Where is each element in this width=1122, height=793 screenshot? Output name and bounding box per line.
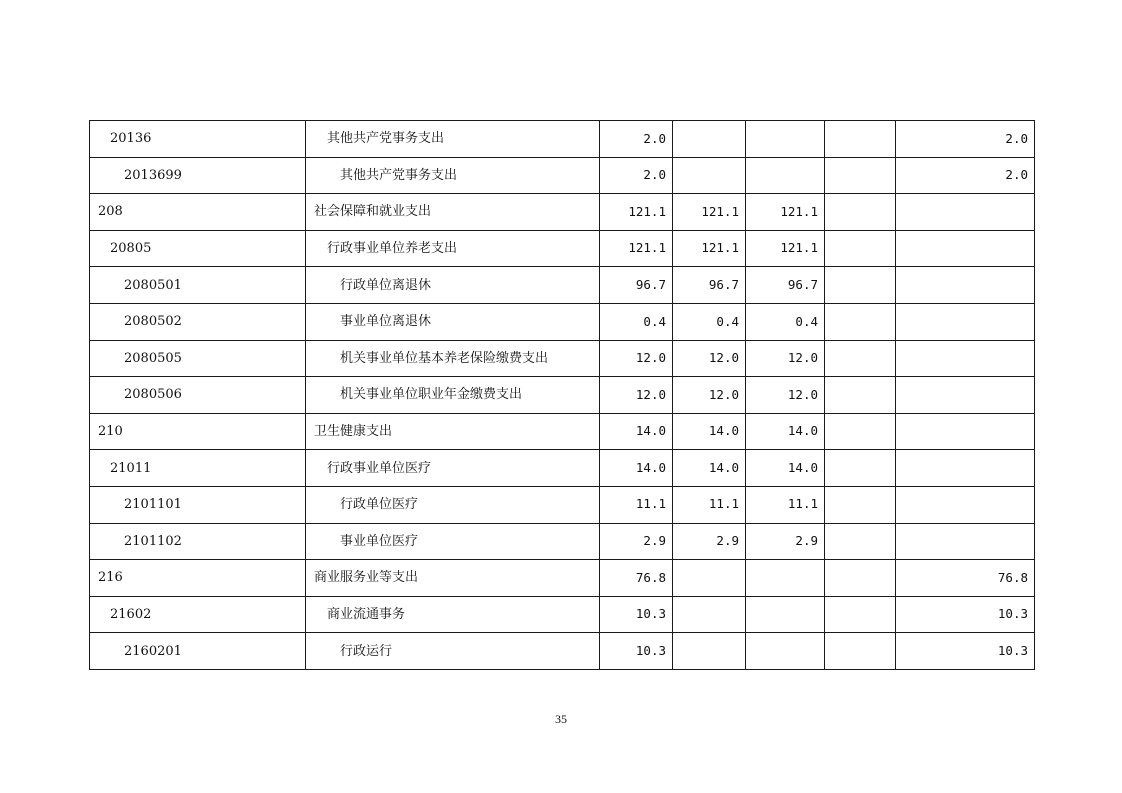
table-row [90, 633, 1035, 670]
amount-cell-4 [825, 523, 896, 560]
subject-name-cell: 卫生健康支出 [306, 413, 600, 450]
amount-cell-1: 14.0 [600, 450, 673, 487]
amount-cell-3: 12.0 [746, 377, 825, 414]
amount-cell-3 [746, 157, 825, 194]
amount-cell-2: 14.0 [673, 450, 746, 487]
subject-code-cell: 2101101 [90, 486, 306, 523]
amount-cell-3 [746, 596, 825, 633]
amount-cell-5: 10.3 [896, 596, 1035, 633]
subject-name-cell: 行政事业单位养老支出 [306, 230, 600, 267]
subject-code-cell: 216 [90, 560, 306, 597]
subject-name-cell: 行政单位医疗 [306, 486, 600, 523]
amount-cell-4 [825, 194, 896, 231]
subject-code-cell: 210 [90, 413, 306, 450]
subject-name-cell: 社会保障和就业支出 [306, 194, 600, 231]
amount-cell-4 [825, 486, 896, 523]
amount-cell-3: 96.7 [746, 267, 825, 304]
amount-cell-2: 14.0 [673, 413, 746, 450]
amount-cell-3: 121.1 [746, 194, 825, 231]
subject-name-cell: 其他共产党事务支出 [306, 157, 600, 194]
amount-cell-4 [825, 377, 896, 414]
amount-cell-5 [896, 486, 1035, 523]
amount-cell-4 [825, 596, 896, 633]
amount-cell-1: 12.0 [600, 340, 673, 377]
amount-cell-4 [825, 450, 896, 487]
amount-cell-3: 12.0 [746, 340, 825, 377]
amount-cell-4 [825, 413, 896, 450]
amount-cell-1: 11.1 [600, 486, 673, 523]
subject-code-cell: 2013699 [90, 157, 306, 194]
amount-cell-2: 0.4 [673, 303, 746, 340]
amount-cell-2: 121.1 [673, 194, 746, 231]
subject-code-cell: 20136 [90, 121, 306, 158]
subject-name-cell: 商业服务业等支出 [306, 560, 600, 597]
amount-cell-1: 0.4 [600, 303, 673, 340]
amount-cell-1: 2.0 [600, 157, 673, 194]
amount-cell-1: 96.7 [600, 267, 673, 304]
amount-cell-4 [825, 303, 896, 340]
table-row [90, 413, 1035, 450]
subject-name-cell: 机关事业单位基本养老保险缴费支出 [306, 340, 600, 377]
amount-cell-3: 14.0 [746, 413, 825, 450]
amount-cell-4 [825, 267, 896, 304]
amount-cell-2: 11.1 [673, 486, 746, 523]
amount-cell-5 [896, 267, 1035, 304]
amount-cell-2 [673, 560, 746, 597]
amount-cell-4 [825, 340, 896, 377]
page-number: 35 [555, 712, 567, 726]
amount-cell-5 [896, 523, 1035, 560]
table-row [90, 230, 1035, 267]
amount-cell-5 [896, 340, 1035, 377]
amount-cell-2 [673, 596, 746, 633]
amount-cell-5 [896, 230, 1035, 267]
subject-code-cell: 2080506 [90, 377, 306, 414]
subject-code-cell: 2101102 [90, 523, 306, 560]
amount-cell-1: 14.0 [600, 413, 673, 450]
amount-cell-3: 121.1 [746, 230, 825, 267]
amount-cell-1: 10.3 [600, 596, 673, 633]
subject-code-cell: 21602 [90, 596, 306, 633]
table-row [90, 194, 1035, 231]
subject-code-cell: 21011 [90, 450, 306, 487]
subject-name-cell: 商业流通事务 [306, 596, 600, 633]
amount-cell-4 [825, 230, 896, 267]
amount-cell-3: 11.1 [746, 486, 825, 523]
amount-cell-4 [825, 157, 896, 194]
subject-code-cell: 2080505 [90, 340, 306, 377]
amount-cell-4 [825, 633, 896, 670]
amount-cell-5 [896, 450, 1035, 487]
table-row [90, 523, 1035, 560]
amount-cell-2 [673, 121, 746, 158]
amount-cell-5 [896, 194, 1035, 231]
amount-cell-1: 12.0 [600, 377, 673, 414]
amount-cell-4 [825, 560, 896, 597]
amount-cell-1: 121.1 [600, 194, 673, 231]
amount-cell-5 [896, 377, 1035, 414]
table-row [90, 377, 1035, 414]
subject-name-cell: 机关事业单位职业年金缴费支出 [306, 377, 600, 414]
amount-cell-1: 76.8 [600, 560, 673, 597]
amount-cell-5: 2.0 [896, 157, 1035, 194]
subject-name-cell: 行政单位离退休 [306, 267, 600, 304]
amount-cell-1: 2.9 [600, 523, 673, 560]
table-row [90, 121, 1035, 158]
table-row [90, 303, 1035, 340]
amount-cell-5: 76.8 [896, 560, 1035, 597]
amount-cell-1: 121.1 [600, 230, 673, 267]
amount-cell-2: 121.1 [673, 230, 746, 267]
amount-cell-2: 12.0 [673, 377, 746, 414]
table-row [90, 157, 1035, 194]
amount-cell-4 [825, 121, 896, 158]
subject-code-cell: 2080501 [90, 267, 306, 304]
amount-cell-2 [673, 633, 746, 670]
subject-name-cell: 事业单位离退休 [306, 303, 600, 340]
subject-code-cell: 20805 [90, 230, 306, 267]
table-row [90, 450, 1035, 487]
amount-cell-3 [746, 633, 825, 670]
amount-cell-5 [896, 413, 1035, 450]
amount-cell-2: 2.9 [673, 523, 746, 560]
amount-cell-3: 2.9 [746, 523, 825, 560]
amount-cell-3 [746, 560, 825, 597]
subject-code-cell: 2080502 [90, 303, 306, 340]
amount-cell-1: 10.3 [600, 633, 673, 670]
amount-cell-2: 12.0 [673, 340, 746, 377]
subject-name-cell: 行政运行 [306, 633, 600, 670]
amount-cell-3 [746, 121, 825, 158]
subject-code-cell: 2160201 [90, 633, 306, 670]
amount-cell-3: 0.4 [746, 303, 825, 340]
table-body [90, 121, 1035, 670]
amount-cell-5: 10.3 [896, 633, 1035, 670]
table-row [90, 560, 1035, 597]
expenditure-table [89, 120, 1035, 670]
table-row [90, 340, 1035, 377]
table-row [90, 486, 1035, 523]
subject-name-cell: 事业单位医疗 [306, 523, 600, 560]
subject-name-cell: 其他共产党事务支出 [306, 121, 600, 158]
amount-cell-1: 2.0 [600, 121, 673, 158]
amount-cell-5: 2.0 [896, 121, 1035, 158]
subject-name-cell: 行政事业单位医疗 [306, 450, 600, 487]
amount-cell-5 [896, 303, 1035, 340]
amount-cell-2: 96.7 [673, 267, 746, 304]
table-row [90, 596, 1035, 633]
amount-cell-2 [673, 157, 746, 194]
subject-code-cell: 208 [90, 194, 306, 231]
amount-cell-3: 14.0 [746, 450, 825, 487]
table-row [90, 267, 1035, 304]
